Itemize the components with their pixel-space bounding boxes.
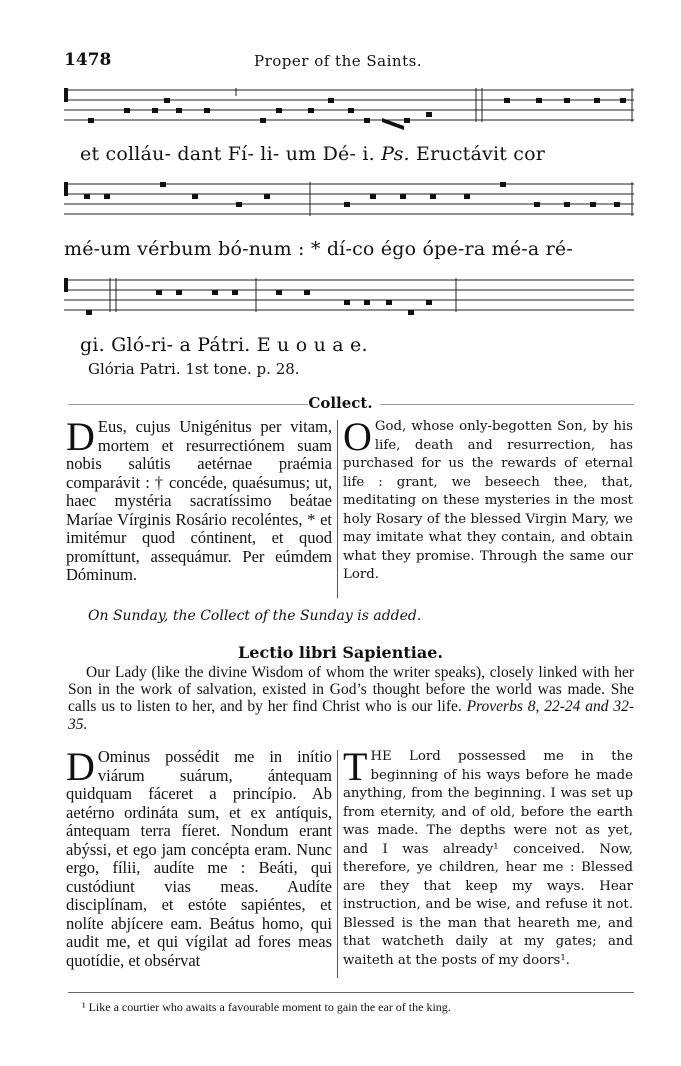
collect-english-text: God, whose only-begotten Son, by his life, death and resurrection, has purchased for us the rewards of eternal life : grant, we beseech thee, that, meditating on these mysteries in the most holy Rosary of the blessed Virgin Mary, we may imitate what they contain, and obtain what they promise. Through the same our Lord. (343, 419, 633, 582)
psalm-mark: Ps. (381, 143, 410, 165)
lesson-latin-text: Ominus possédit me in inítio viárum suárum, ántequam quidquam fáceret a princípio. Ab aetérno ordináta sum, et ex antíquis, ántequam terra fíeret. Nondum erant abýssi, et ego jam concépta eram. Nunc ergo, fílii, audíte me : Beáti, qui custódiunt vias meas. Audíte disciplínam, et estóte sapiéntes, et nolíte abjícere eam. Beátus homo, qui audit me, et qui vígilat ad fores meas quotídie, et obsérvat (66, 747, 332, 970)
collect-english-initial: O (343, 414, 372, 459)
lesson-english-initial: T (343, 744, 368, 789)
collect-title: Collect. (308, 394, 373, 412)
collect-latin-initial: D (66, 414, 95, 459)
collect-english (343, 414, 633, 585)
lesson-intro-text: Our Lady (like the divine Wisdom of whom the writer speaks), closely linked with her Son in the work of salvation, existed in God’s thought before the world was made. She calls us to listen to her, and by her find Christ who is our life. (68, 664, 634, 716)
lesson-column-divider (337, 750, 338, 978)
lesson-latin-initial: D (66, 744, 95, 789)
chant-staff-3 (64, 272, 634, 332)
lesson-intro (68, 664, 634, 733)
lesson-english-text: HE Lord possessed me in the beginning of his ways before he made anything, from the beginning. I was set up from eternity, and of old, before the earth was made. The depths were not as yet, and I was already¹ conceived. Now, therefore, ye children, hear me : Blessed are they that keep my ways. Hear instruction, and be wise, and refuse it not. Blessed is the man that heareth me, and that watcheth daily at my gates; and waiteth at the posts of my doors¹. (343, 749, 633, 968)
lesson-latin (66, 744, 332, 970)
collect-latin-text: Eus, cujus Unigénitus per vitam, mortem et resurrectiónem suam nobis salútis aetérnae praémia comparávit : † concéde, quaésumus; ut, haec mystéria sacratíssimo beátae Maríae Vírginis Rosário recoléntes, * et imitémur quod cóntinent, et quod promíttunt, assequámur. Per eúmdem Dóminum. (66, 417, 332, 584)
lesson-english (343, 744, 633, 970)
page-header (64, 50, 634, 72)
collect-latin (66, 414, 332, 585)
chant-staff-2 (64, 176, 634, 236)
lesson-reference: Proverbs 8, 22-24 and 32-35. (68, 698, 635, 733)
gloria-patri-rubric: Glória Patri. 1st tone. p. 28. (88, 360, 300, 378)
lesson-title: Lectio libri Sapientiae. (238, 643, 443, 662)
footnote: ¹ Like a courtier who awaits a favourable moment to gain the ear of the king. (82, 1000, 451, 1014)
footnote-rule (68, 992, 634, 993)
chant-lyrics-1-text: et colláu- dant Fí- li- um Dé- i. (80, 143, 375, 165)
chant-lyrics-1-psalm: Eructávit cor (416, 143, 546, 165)
page-number: 1478 (64, 50, 112, 70)
chant-lyrics-1 (80, 143, 545, 165)
chant-lyrics-3: gi. Gló-ri- a Pátri. E u o u a e. (80, 334, 368, 356)
column-divider (337, 420, 338, 598)
chant-staff-1 (64, 82, 634, 142)
chant-lyrics-2: mé-um vérbum bó-num : * dí-co égo ópe-ra mé-a ré- (64, 238, 573, 260)
sunday-rubric: On Sunday, the Collect of the Sunday is added. (88, 608, 422, 624)
running-title: Proper of the Saints. (254, 52, 423, 70)
